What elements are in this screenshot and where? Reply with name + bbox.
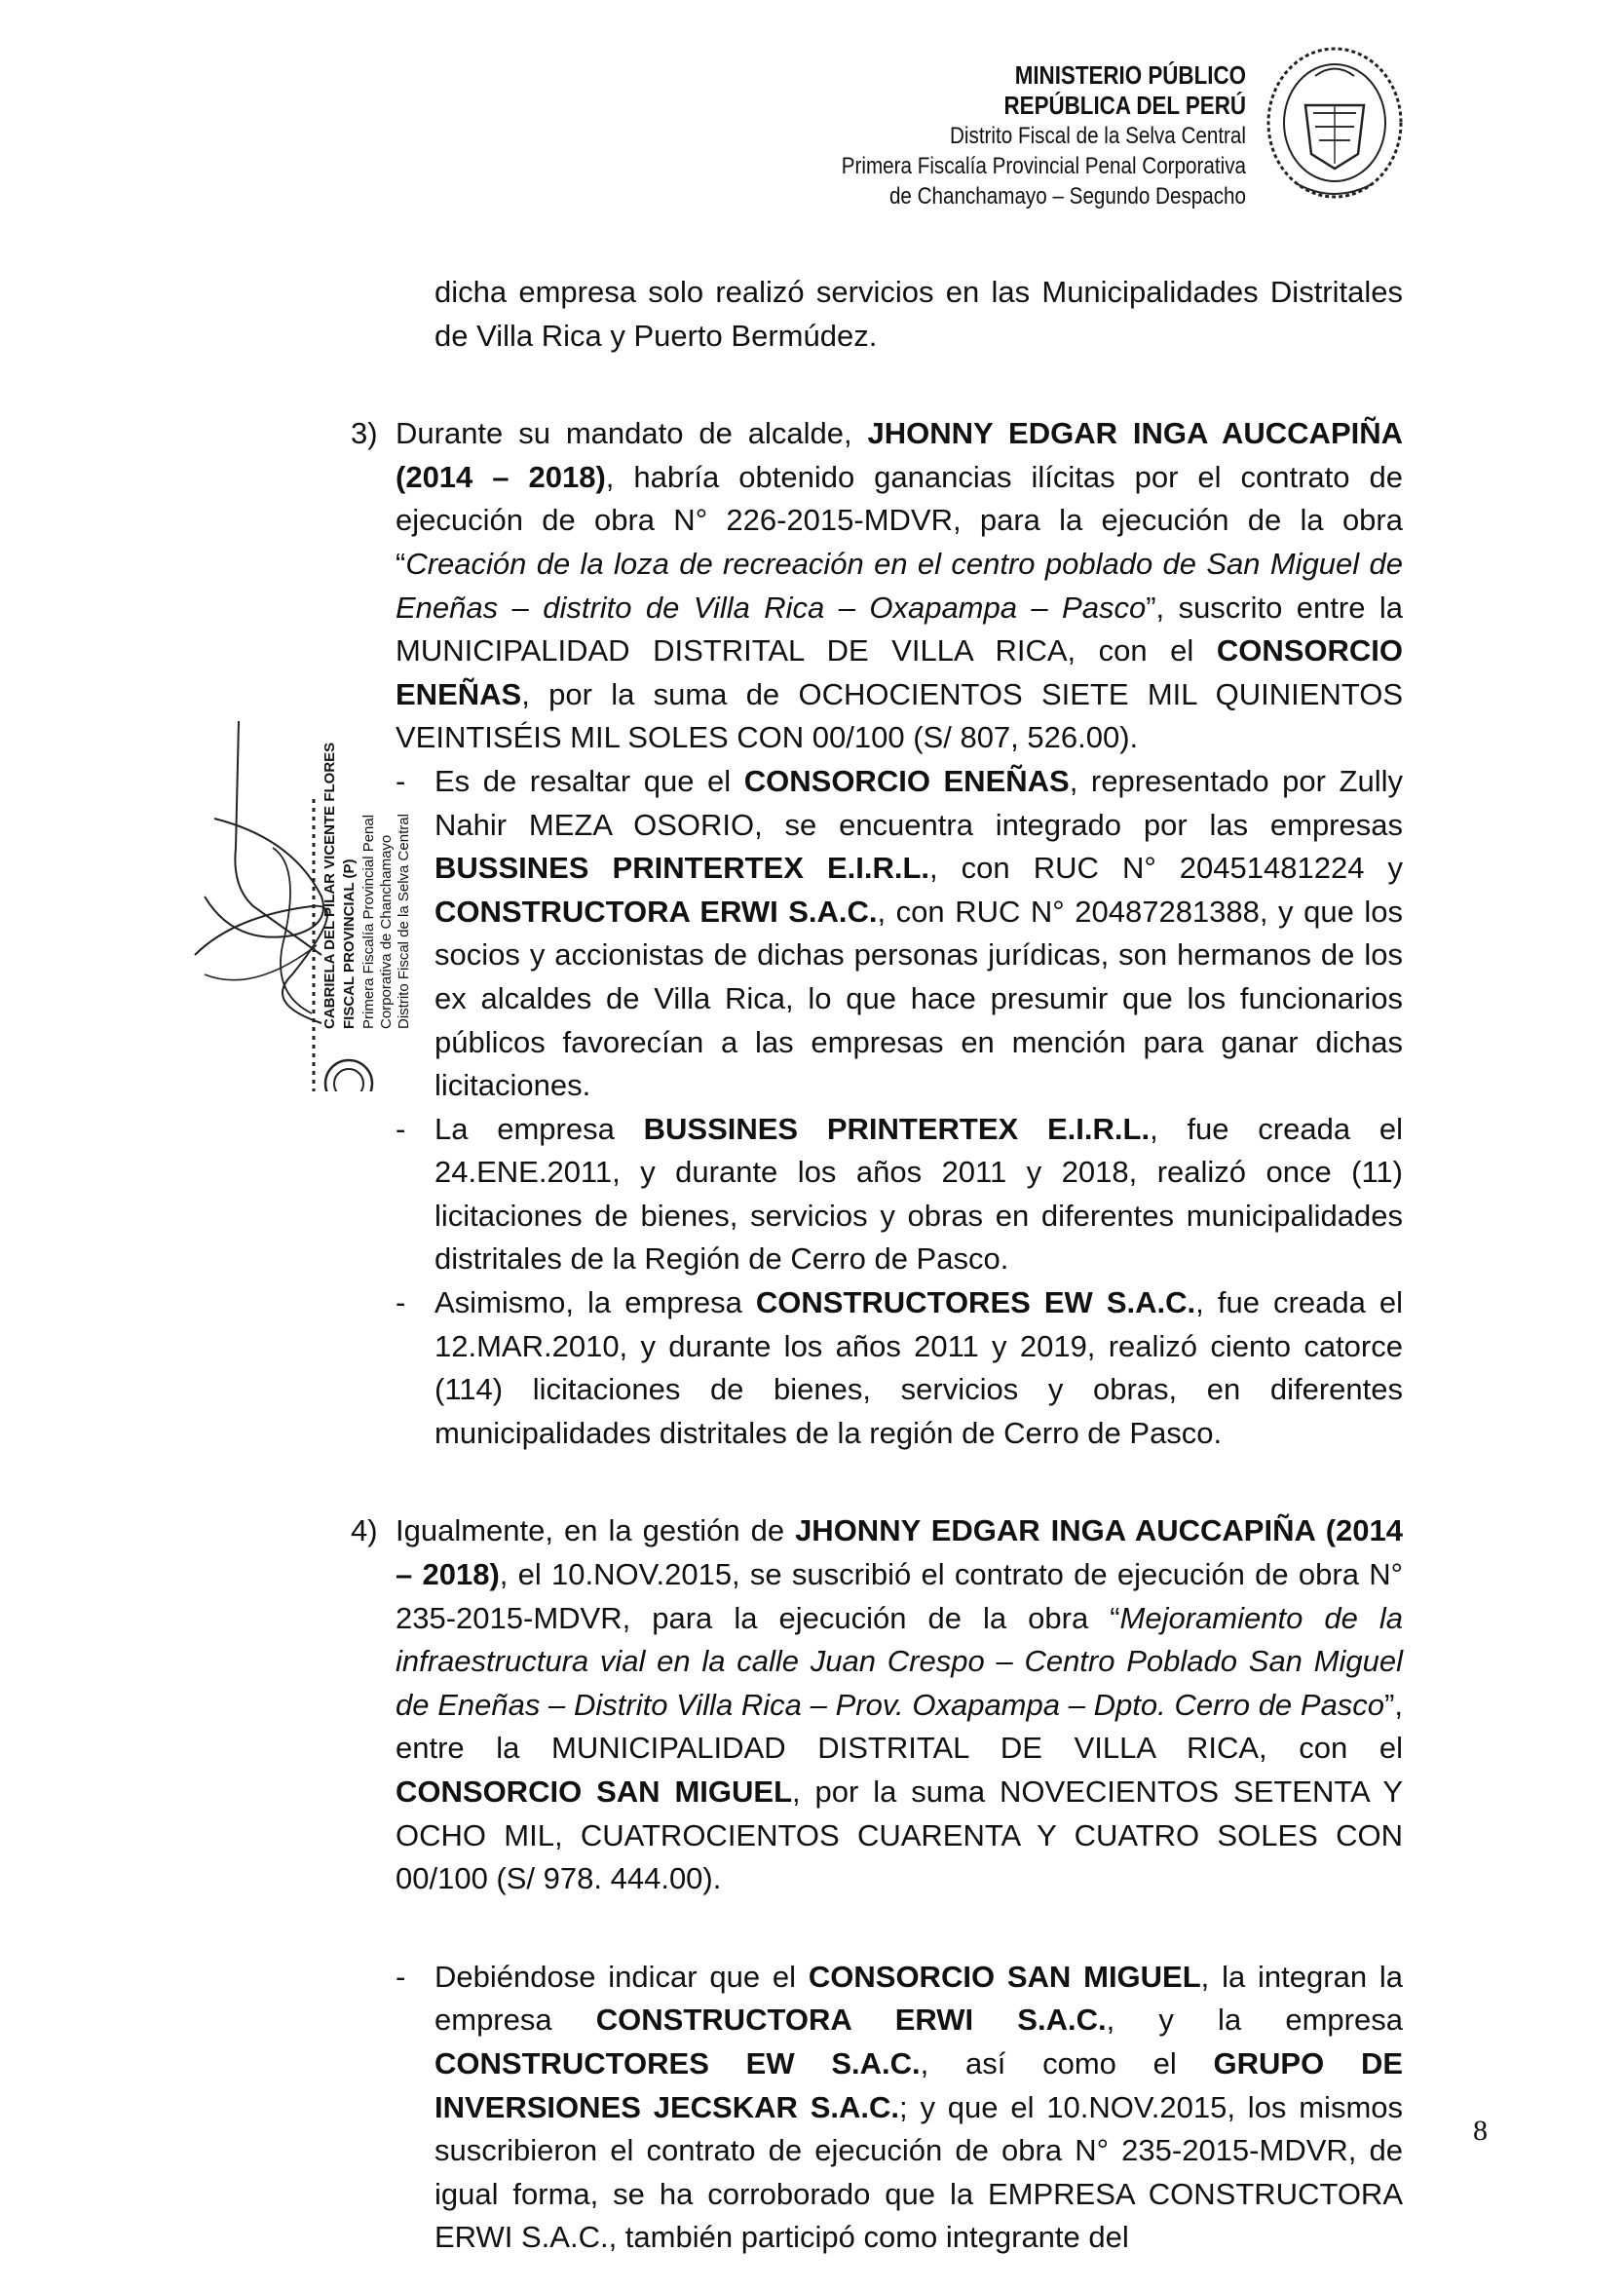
stamp-name: CABRIELA DEL PILAR VICENTE FLORES	[321, 742, 338, 1029]
intro-paragraph: dicha empresa solo realizó servicios en las Municipalidades Distritales de Villa Rica y Puerto Bermúdez.	[434, 275, 1403, 353]
list-item-3	[351, 412, 1403, 760]
header-office: Primera Fiscalía Provincial Penal Corporativa	[841, 153, 1246, 179]
list-item-3-sub-1: - Es de resaltar que el CONSORCIO ENEÑAS, representado por Zully Nahir MEZA OSORIO, se encuentra integrado por las empresas BUSSINES PRINTERTEX E.I.R.L., con RUC N° 20451481224 y CONSTRUCTORA ERWI S.A.C., con RUC N° 20487281388, y que los socios y accionistas de dichas personas jurídicas, son hermanos de los ex alcaldes de Villa Rica, lo que hace presumir que los funcionarios públicos favorecían a las empresas en mención para ganar dichas licitaciones.	[396, 760, 1403, 1108]
list-item-3-sub-3: - Asimismo, la empresa CONSTRUCTORES EW S.A.C., fue creada el 12.MAR.2010, y durante los años 2011 y 2019, realizó ciento catorce (114) licitaciones de bienes, servicios y obras, en diferentes municipalidades distritales de la región de Cerro de Pasco.	[396, 1281, 1403, 1455]
sub-paragraph: La empresa BUSSINES PRINTERTEX E.I.R.L., fue creada el 24.ENE.2011, y durante los años 2011 y 2018, realizó once (11) licitaciones de bienes, servicios y obras en diferentes municipalidades distritales de la Región de Cerro de Pasco.	[434, 1111, 1403, 1277]
header-office-detail: de Chanchamayo – Segundo Despacho	[888, 183, 1246, 210]
header-institution: MINISTERIO PÚBLICO	[1014, 60, 1246, 90]
stamp-role: FISCAL PROVINCIAL (P)	[341, 859, 358, 1029]
stamp-district: Distrito Fiscal de la Selva Central	[396, 814, 412, 1029]
sub-paragraph: Es de resaltar que el CONSORCIO ENEÑAS, representado por Zully Nahir MEZA OSORIO, se encuentra integrado por las empresas BUSSINES PRINTERTEX E.I.R.L., con RUC N° 20451481224 y CONSTRUCTORA ERWI S.A.C., con RUC N° 20487281388, y que los socios y accionistas de dichas personas jurídicas, son hermanos de los ex alcaldes de Villa Rica, lo que hace presumir que los funcionarios públicos favorecían a las empresas en mención para ganar dichas licitaciones.	[434, 763, 1403, 1103]
sub-paragraph: Asimismo, la empresa CONSTRUCTORES EW S.A.C., fue creada el 12.MAR.2010, y durante los años 2011 y 2019, realizó ciento catorce (114) licitaciones de bienes, servicios y obras, en diferentes municipalidades distritales de la región de Cerro de Pasco.	[434, 1285, 1404, 1450]
header-district: Distrito Fiscal de la Selva Central	[950, 123, 1246, 149]
stamp-office: Primera Fiscalía Provincial Penal	[360, 814, 377, 1029]
stamp-office-detail: Corporativa de Chanchamayo	[378, 834, 395, 1029]
national-seal-icon	[1257, 37, 1413, 212]
document-body	[351, 271, 1403, 2260]
list-item-3-sub-2: - La empresa BUSSINES PRINTERTEX E.I.R.L., fue creada el 24.ENE.2011, y durante los años 2011 y 2018, realizó once (11) licitaciones de bienes, servicios y obras en diferentes municipalidades distritales de la Región de Cerro de Pasco.	[396, 1108, 1403, 1281]
sub-paragraph: Debiéndose indicar que el CONSORCIO SAN MIGUEL, la integran la empresa CONSTRUCTORA ERWI S.A.C., y la empresa CONSTRUCTORES EW S.A.C., así como el GRUPO DE INVERSIONES JECSKAR S.A.C.; y que el 10.NOV.2015, los mismos suscribieron el contrato de ejecución de obra N° 235-2015-MDVR, de igual forma, se ha corroborado que la EMPRESA CONSTRUCTORA ERWI S.A.C., también participó como integrante del	[434, 1959, 1404, 2255]
page-number: 8	[1473, 2115, 1488, 2147]
item-number: 3)	[351, 416, 378, 451]
item-4-paragraph: Igualmente, en la gestión de JHONNY EDGAR INGA AUCCAPIÑA (2014 – 2018), el 10.NOV.2015, se suscribió el contrato de ejecución de obra N° 235-2015-MDVR, para la ejecución de la obra “Mejoramiento de la infraestructura vial en la calle Juan Crespo – Centro Poblado San Miguel de Eneñas – Distrito Villa Rica – Prov. Oxapampa – Dpto. Cerro de Pasco”, entre la MUNICIPALIDAD DISTRITAL DE VILLA RICA, con el CONSORCIO SAN MIGUEL, por la suma NOVECIENTOS SETENTA Y OCHO MIL, CUATROCIENTOS CUARENTA Y CUATRO SOLES CON 00/100 (S/ 978. 444.00).	[396, 1513, 1404, 1896]
item-number: 4)	[351, 1513, 378, 1548]
list-item-4	[351, 1509, 1403, 1900]
item-3-paragraph: Durante su mandato de alcalde, JHONNY EDGAR INGA AUCCAPIÑA (2014 – 2018), habría obtenido ganancias ilícitas por el contrato de ejecución de obra N° 226-2015-MDVR, para la ejecución de la obra “Creación de la loza de recreación en el centro poblado de San Miguel de Eneñas – distrito de Villa Rica – Oxapampa – Pasco”, suscrito entre la MUNICIPALIDAD DISTRITAL DE VILLA RICA, con el CONSORCIO ENEÑAS, por la suma de OCHOCIENTOS SIETE MIL QUINIENTOS VEINTISÉIS MIL SOLES CON 00/100 (S/ 807, 526.00).	[396, 416, 1404, 755]
signature-stamp	[175, 702, 438, 1091]
header-country: REPÚBLICA DEL PERÚ	[1003, 91, 1246, 120]
document-header	[609, 60, 1246, 211]
list-item-4-sub-1: - Debiéndose indicar que el CONSORCIO SAN MIGUEL, la integran la empresa CONSTRUCTORA ERWI S.A.C., y la empresa CONSTRUCTORES EW S.A.C., así como el GRUPO DE INVERSIONES JECSKAR S.A.C.; y que el 10.NOV.2015, los mismos suscribieron el contrato de ejecución de obra N° 235-2015-MDVR, de igual forma, se ha corroborado que la EMPRESA CONSTRUCTORA ERWI S.A.C., también participó como integrante del	[396, 1956, 1403, 2260]
